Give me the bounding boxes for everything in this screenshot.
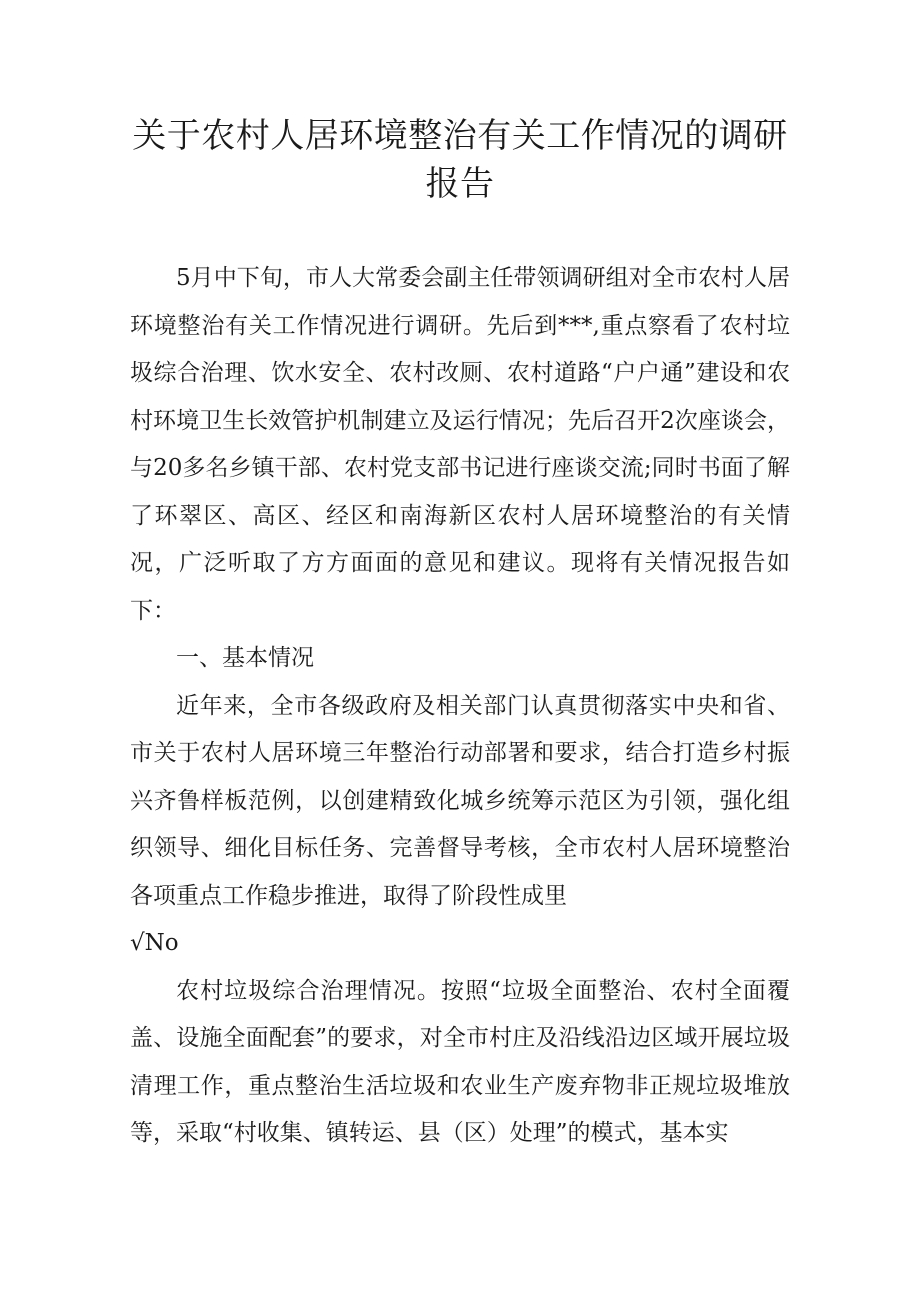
paragraph-garbage-treatment: 农村垃圾综合治理情况。按照“垃圾全面整治、农村全面覆盖、设施全面配套”的要求，对全市村庄及沿线沿边区域开展垃圾清理工作，重点整治生活垃圾和农业生产废弃物非正规垃圾堆放等，采取“村收集、镇转运、县（区）处理”的模式，基本实 [130, 977, 790, 1146]
checkmark-note: √No [130, 930, 179, 956]
document-body [130, 255, 790, 1158]
paragraph-intro: 5月中下旬，市人大常委会副主任带领调研组对全市农村人居环境整治有关工作情况进行调研。先后到***,重点察看了农村垃圾综合治理、饮水安全、农村改厕、农村道路“户户通”建设和农村环境卫生长效管护机制建立及运行情况；先后召开2次座谈会，与20多名乡镇干部、农村党支部书记进行座谈交流;同时书面了解了环翠区、高区、经区和南海新区农村人居环境整治的有关情况，广泛听取了方方面面的意见和建议。现将有关情况报告如下： [130, 265, 790, 624]
section-heading-basic-situation: 一、基本情况 [176, 645, 314, 671]
paragraph-overview: 近年来，全市各级政府及相关部门认真贯彻落实中央和省、市关于农村人居环境三年整治行动部署和要求，结合打造乡村振兴齐鲁样板范例，以创建精致化城乡统筹示范区为引领，强化组织领导、细化目标任务、完善督导考核，全市农村人居环境整治各项重点工作稳步推进，取得了阶段性成里 [130, 692, 790, 909]
document-title: 关于农村人居环境整治有关工作情况的调研报告 [132, 116, 788, 204]
